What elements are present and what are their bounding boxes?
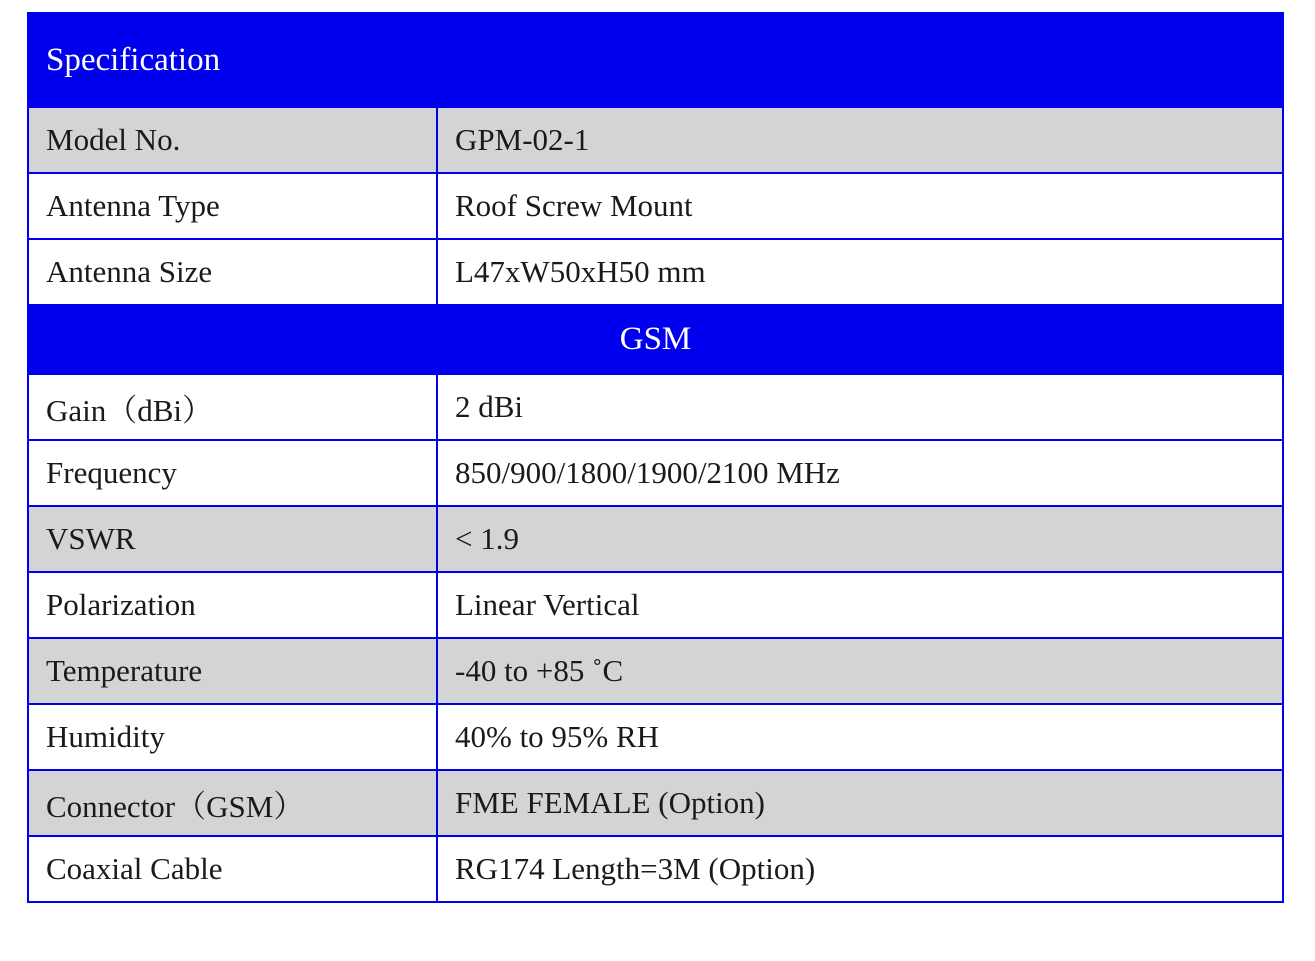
row-value: Linear Vertical [437,572,1283,638]
table-row [28,704,1283,770]
row-value: L47xW50xH50 mm [437,239,1283,305]
table-row [28,638,1283,704]
row-value: 40% to 95% RH [437,704,1283,770]
table-row [28,440,1283,506]
row-label: Antenna Size [28,239,437,305]
row-label: Temperature [28,638,437,704]
row-label: Coaxial Cable [28,836,437,902]
specification-table [27,12,1284,903]
section-title: GSM [28,305,1283,374]
row-value: 850/900/1800/1900/2100 MHz [437,440,1283,506]
table-title: Specification [28,13,1283,107]
section-row-gsm [28,305,1283,374]
table-body [28,13,1283,902]
row-value: RG174 Length=3M (Option) [437,836,1283,902]
row-value: FME FEMALE (Option) [437,770,1283,836]
row-value: Roof Screw Mount [437,173,1283,239]
row-value: < 1.9 [437,506,1283,572]
table-row [28,506,1283,572]
row-value: GPM-02-1 [437,107,1283,173]
table-row [28,107,1283,173]
table-row [28,173,1283,239]
row-value: 2 dBi [437,374,1283,440]
table-row [28,374,1283,440]
row-value: -40 to +85 ˚C [437,638,1283,704]
row-label: Polarization [28,572,437,638]
header-row [28,13,1283,107]
table-row [28,770,1283,836]
table-row [28,239,1283,305]
row-label: Model No. [28,107,437,173]
table-row [28,572,1283,638]
row-label: Connector（GSM） [28,770,437,836]
row-label: VSWR [28,506,437,572]
row-label: Frequency [28,440,437,506]
row-label: Antenna Type [28,173,437,239]
row-label: Humidity [28,704,437,770]
row-label: Gain（dBi） [28,374,437,440]
table-row [28,836,1283,902]
